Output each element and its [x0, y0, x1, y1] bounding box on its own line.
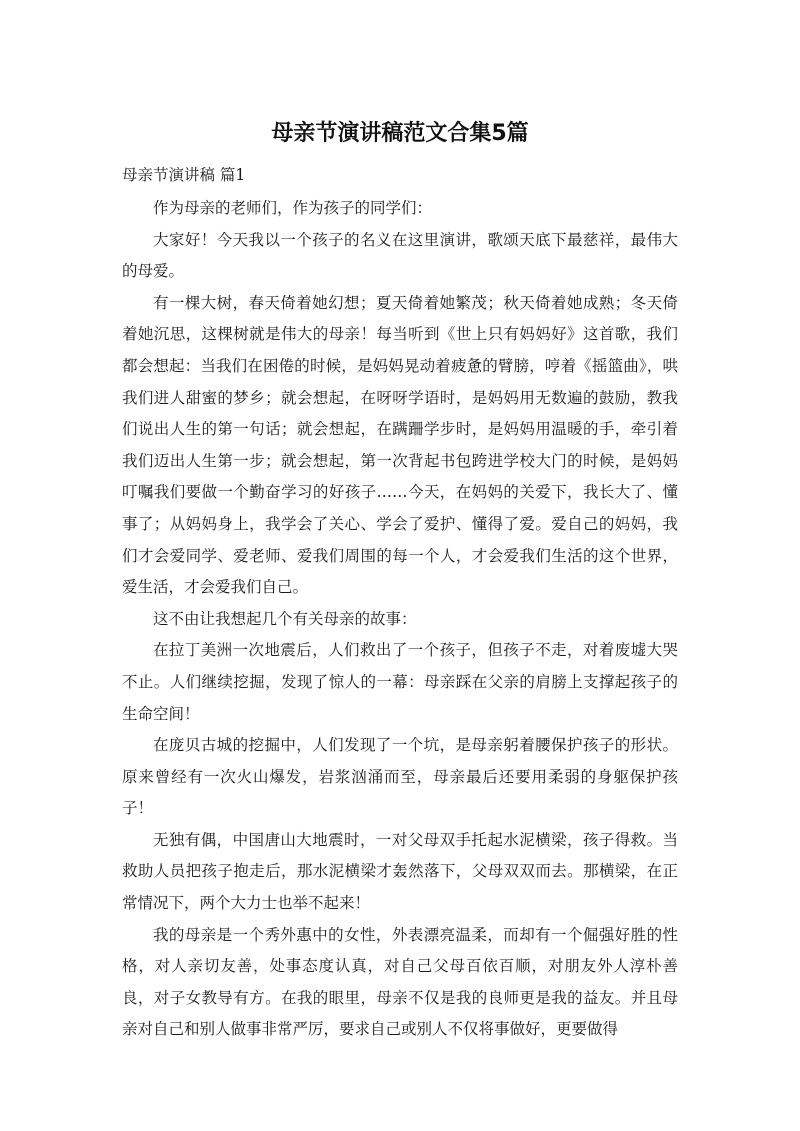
body-text: [122, 193, 678, 1046]
paragraph: 我的母亲是一个秀外惠中的女性，外表漂亮温柔，而却有一个倔强好胜的性格，对人亲切友善，处事态度认真，对自己父母百依百顺，对朋友外人淳朴善良，对子女教导有方。在我的眼里，母亲不仅是我的良师更是我的益友。并且母亲对自己和别人做事非常严厉，要求自己或别人不仅将事做好，更要做得: [122, 925, 678, 1039]
section-heading: 母亲节演讲稿 篇1: [122, 166, 246, 184]
paragraph: 这不由让我想起几个有关母亲的故事：: [153, 609, 417, 628]
paragraph: 无独有偶，中国唐山大地震时，一对父母双手托起水泥横梁，孩子得救。当救助人员把孩子抱走后，那水泥横梁才轰然落下，父母双双而去。那横梁，在正常情况下，两个大力士也举不起来！: [122, 830, 678, 913]
paragraph: 在庞贝古城的挖掘中，人们发现了一个坑，是母亲躬着腰保护孩子的形状。原来曾经有一次火山爆发，岩浆汹涌而至，母亲最后还要用柔弱的身躯保护孩子！: [122, 736, 678, 818]
paragraph: 作为母亲的老师们，作为孩子的同学们：: [153, 199, 433, 217]
document-title: 母亲节演讲稿范文合集5篇: [271, 121, 529, 146]
paragraph: 在拉丁美洲一次地震后，人们救出了一个孩子，但孩子不走，对着废墟大哭不止。人们继续挖掘，发现了惊人的一幕：母亲踩在父亲的肩膀上支撑起孩子的生命空间！: [122, 641, 678, 723]
paragraph: 有一棵大树，春天倚着她幻想；夏天倚着她繁茂；秋天倚着她成熟；冬天倚着她沉思，这棵树就是伟大的母亲！每当听到《世上只有妈妈好》这首歌，我们都会想起：当我们在困倦的时候，是妈妈晃动着疲惫的臂膀，哼着《摇篮曲》，哄我们进人甜蜜的梦乡；就会想起，在呀呀学语时，是妈妈用无数遍的鼓励，教我们说出人生的第一句话；就会想起，在蹒跚学步时，是妈妈用温暖的手，牵引着我们迈出人生第一步；就会想起，第一次背起书包跨进学校大门的时候，是妈妈叮嘱我们要做一个勤奋学习的好孩子……今天，在妈妈的关爱下，我长大了、懂事了；从妈妈身上，我学会了关心、学会了爱护、懂得了爱。爱自己的妈妈，我们才会爱同学、爱老师、爱我们周围的每一个人，才会爱我们生活的这个世界，爱生活，才会爱我们自己。: [122, 293, 678, 597]
paragraph: 大家好！今天我以一个孩子的名义在这里演讲，歌颂天底下最慈祥，最伟大的母爱。: [122, 230, 678, 281]
